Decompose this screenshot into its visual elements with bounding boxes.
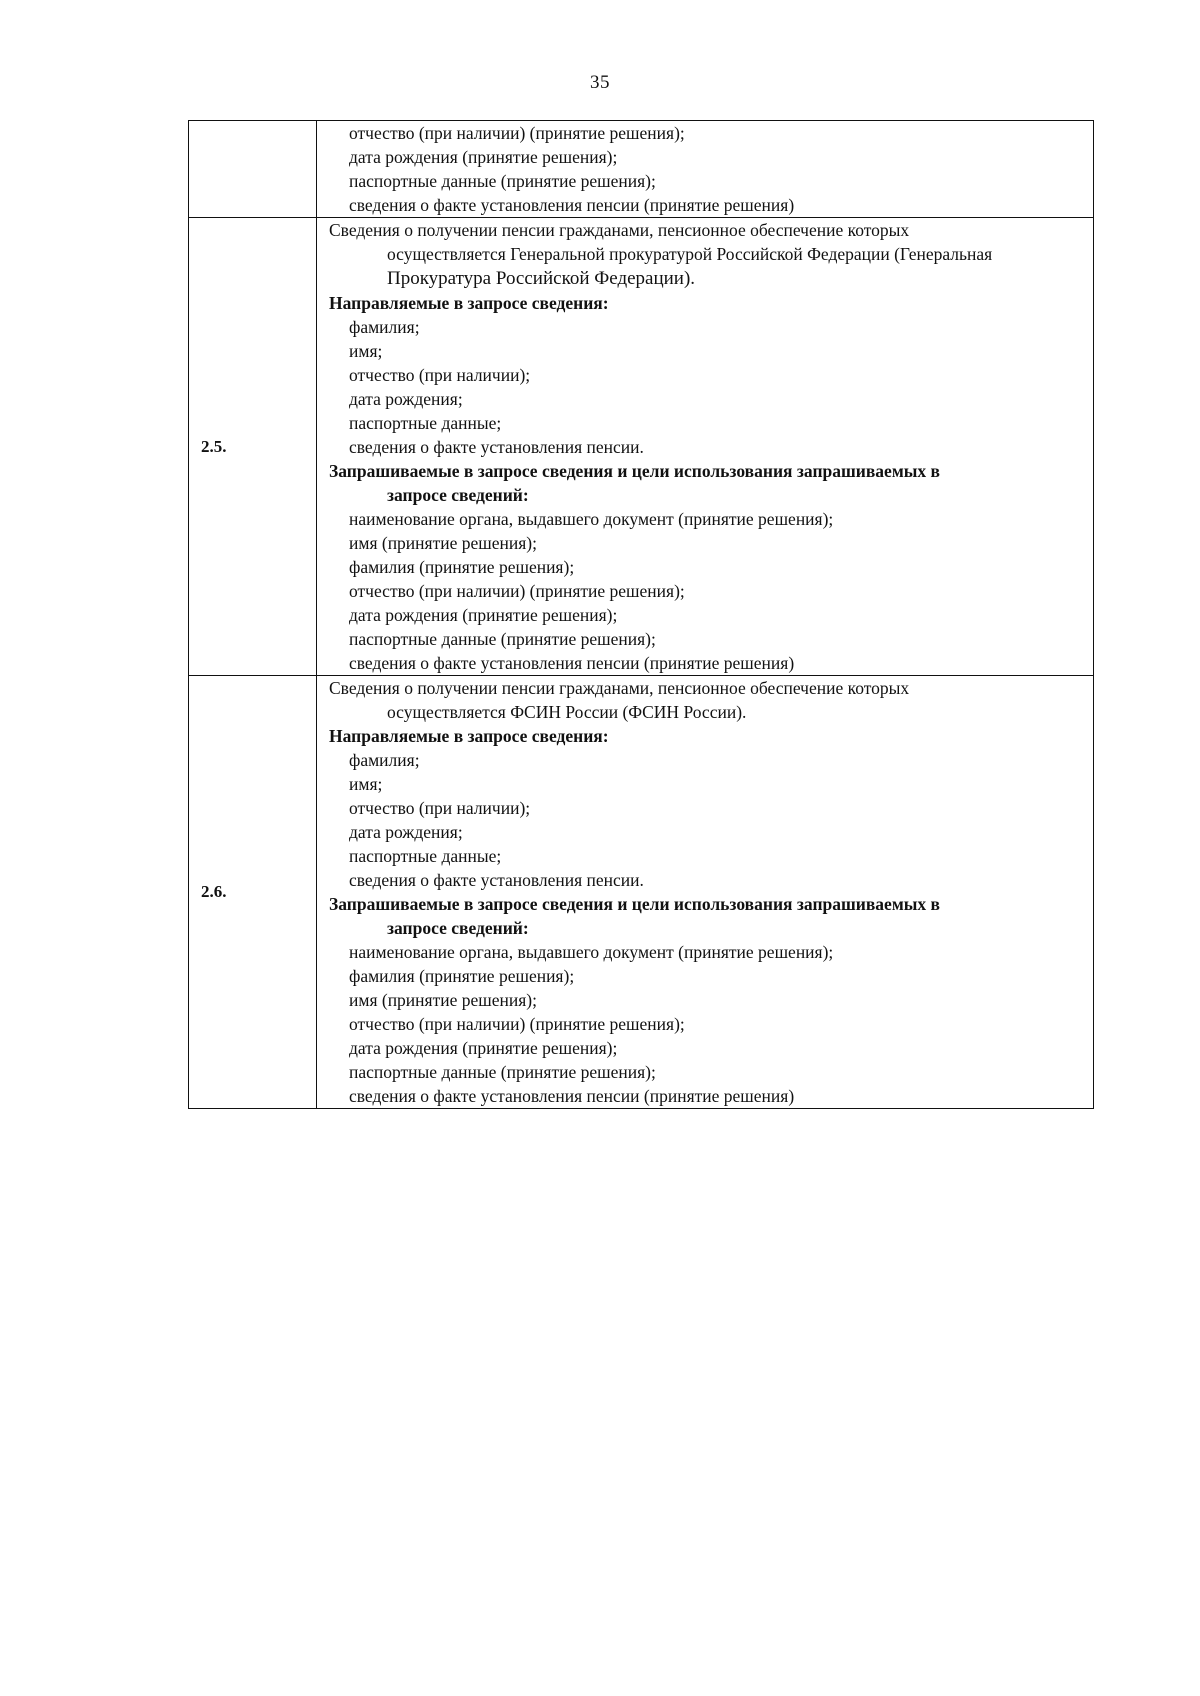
section-heading-line: Направляемые в запросе сведения:	[329, 726, 609, 746]
row-number-cell: 2.5.	[189, 218, 317, 676]
page-number: 35	[590, 72, 610, 93]
table-body	[189, 121, 1094, 1109]
text-line: дата рождения (принятие решения);	[349, 605, 618, 625]
section-heading-line: Направляемые в запросе сведения:	[329, 293, 609, 313]
text-line: отчество (при наличии) (принятие решения);	[349, 123, 685, 143]
text-line: фамилия (принятие решения);	[349, 966, 575, 986]
document-table	[188, 120, 1094, 1109]
table-row	[189, 218, 1094, 676]
text-line: паспортные данные;	[349, 413, 502, 433]
section-heading-line: запросе сведений:	[387, 485, 529, 505]
section-heading-line: Запрашиваемые в запросе сведения и цели использования запрашиваемых в	[329, 461, 940, 481]
row-content-cell	[317, 121, 1094, 218]
section-heading-line: Запрашиваемые в запросе сведения и цели использования запрашиваемых в	[329, 894, 940, 914]
text-line: сведения о факте установления пенсии.	[349, 870, 644, 890]
text-line: паспортные данные (принятие решения);	[349, 1062, 656, 1082]
text-line: паспортные данные;	[349, 846, 502, 866]
text-line: дата рождения (принятие решения);	[349, 147, 618, 167]
text-line: имя;	[349, 774, 383, 794]
row-content-cell	[317, 676, 1094, 1109]
text-line: фамилия;	[349, 317, 420, 337]
text-line: отчество (при наличии) (принятие решения);	[349, 1014, 685, 1034]
text-line: отчество (при наличии) (принятие решения);	[349, 581, 685, 601]
row-number-cell	[189, 121, 317, 218]
text-line: дата рождения;	[349, 389, 463, 409]
text-line: отчество (при наличии);	[349, 798, 531, 818]
text-line: сведения о факте установления пенсии (принятие решения)	[349, 1086, 795, 1106]
text-line: отчество (при наличии);	[349, 365, 531, 385]
text-line: фамилия;	[349, 750, 420, 770]
section-heading-line: запросе сведений:	[387, 918, 529, 938]
text-line: осуществляется Генеральной прокуратурой Российской Федерации (Генеральная	[387, 244, 993, 264]
text-line: сведения о факте установления пенсии.	[349, 437, 644, 457]
text-line: дата рождения;	[349, 822, 463, 842]
text-line: Сведения о получении пенсии гражданами, пенсионное обеспечение которых	[329, 678, 910, 698]
row-number-cell: 2.6.	[189, 676, 317, 1109]
row-content-cell	[317, 218, 1094, 676]
text-line: наименование органа, выдавшего документ (принятие решения);	[349, 942, 834, 962]
text-line: имя (принятие решения);	[349, 990, 537, 1010]
table-row	[189, 676, 1094, 1109]
text-line: паспортные данные (принятие решения);	[349, 171, 656, 191]
text-line: Прокуратура Российской Федерации).	[387, 268, 696, 289]
text-line: Сведения о получении пенсии гражданами, пенсионное обеспечение которых	[329, 220, 910, 240]
text-line: паспортные данные (принятие решения);	[349, 629, 656, 649]
text-line: осуществляется ФСИН России (ФСИН России).	[387, 702, 747, 722]
text-line: имя (принятие решения);	[349, 533, 537, 553]
text-line: сведения о факте установления пенсии (принятие решения)	[349, 653, 795, 673]
text-line: имя;	[349, 341, 383, 361]
table-row	[189, 121, 1094, 218]
text-line: дата рождения (принятие решения);	[349, 1038, 618, 1058]
text-line: сведения о факте установления пенсии (принятие решения)	[349, 195, 795, 215]
text-line: наименование органа, выдавшего документ (принятие решения);	[349, 509, 834, 529]
text-line: фамилия (принятие решения);	[349, 557, 575, 577]
